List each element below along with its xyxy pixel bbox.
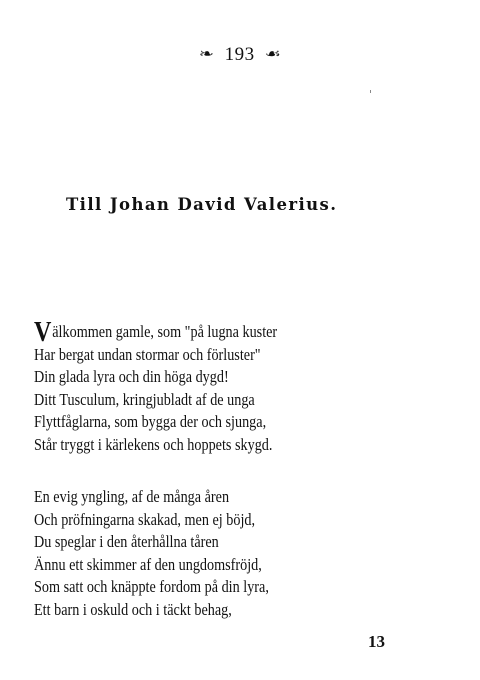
stanza-2 — [34, 486, 269, 621]
stanza-line: Och pröfningarna skakad, men ej böjd, — [34, 509, 256, 529]
stanza-line: Ännu ett skimmer af den ungdomsfröjd, — [34, 554, 262, 574]
stanza-1 — [34, 317, 278, 456]
first-line-text: älkommen gamle, som "på lugna kuster — [52, 322, 278, 341]
stanza-line — [34, 317, 278, 348]
stanza-line: Står tryggt i kärlekens och hoppets skygd. — [34, 434, 273, 454]
stanza-line: Flyttfåglarna, som bygga der och sjunga, — [34, 412, 267, 431]
stanza-line: Du speglar i den återhållna tåren — [34, 532, 219, 551]
page-number: 193 — [224, 44, 255, 65]
drop-cap: V — [34, 317, 52, 348]
poem-title: Till Johan David Valerius. — [66, 195, 338, 214]
stanza-line: Som satt och knäppte fordom på din lyra, — [34, 577, 269, 596]
signature-mark: 13 — [368, 632, 385, 651]
print-speck — [370, 90, 371, 93]
stanza-line: Ditt Tusculum, kringjubladt af de unga — [34, 389, 255, 409]
stanza-line: Ett barn i oskuld och i täckt behag, — [34, 599, 232, 619]
stanza-line: Har bergat undan stormar och förluster" — [34, 344, 261, 364]
stanza-line: Din glada lyra och din höga dygd! — [34, 367, 229, 386]
ornament-right-icon: ☙ — [264, 46, 282, 61]
page-header — [0, 44, 480, 66]
ornament-left-icon: ❧ — [198, 46, 215, 61]
stanza-line: En evig yngling, af de många åren — [34, 487, 230, 506]
